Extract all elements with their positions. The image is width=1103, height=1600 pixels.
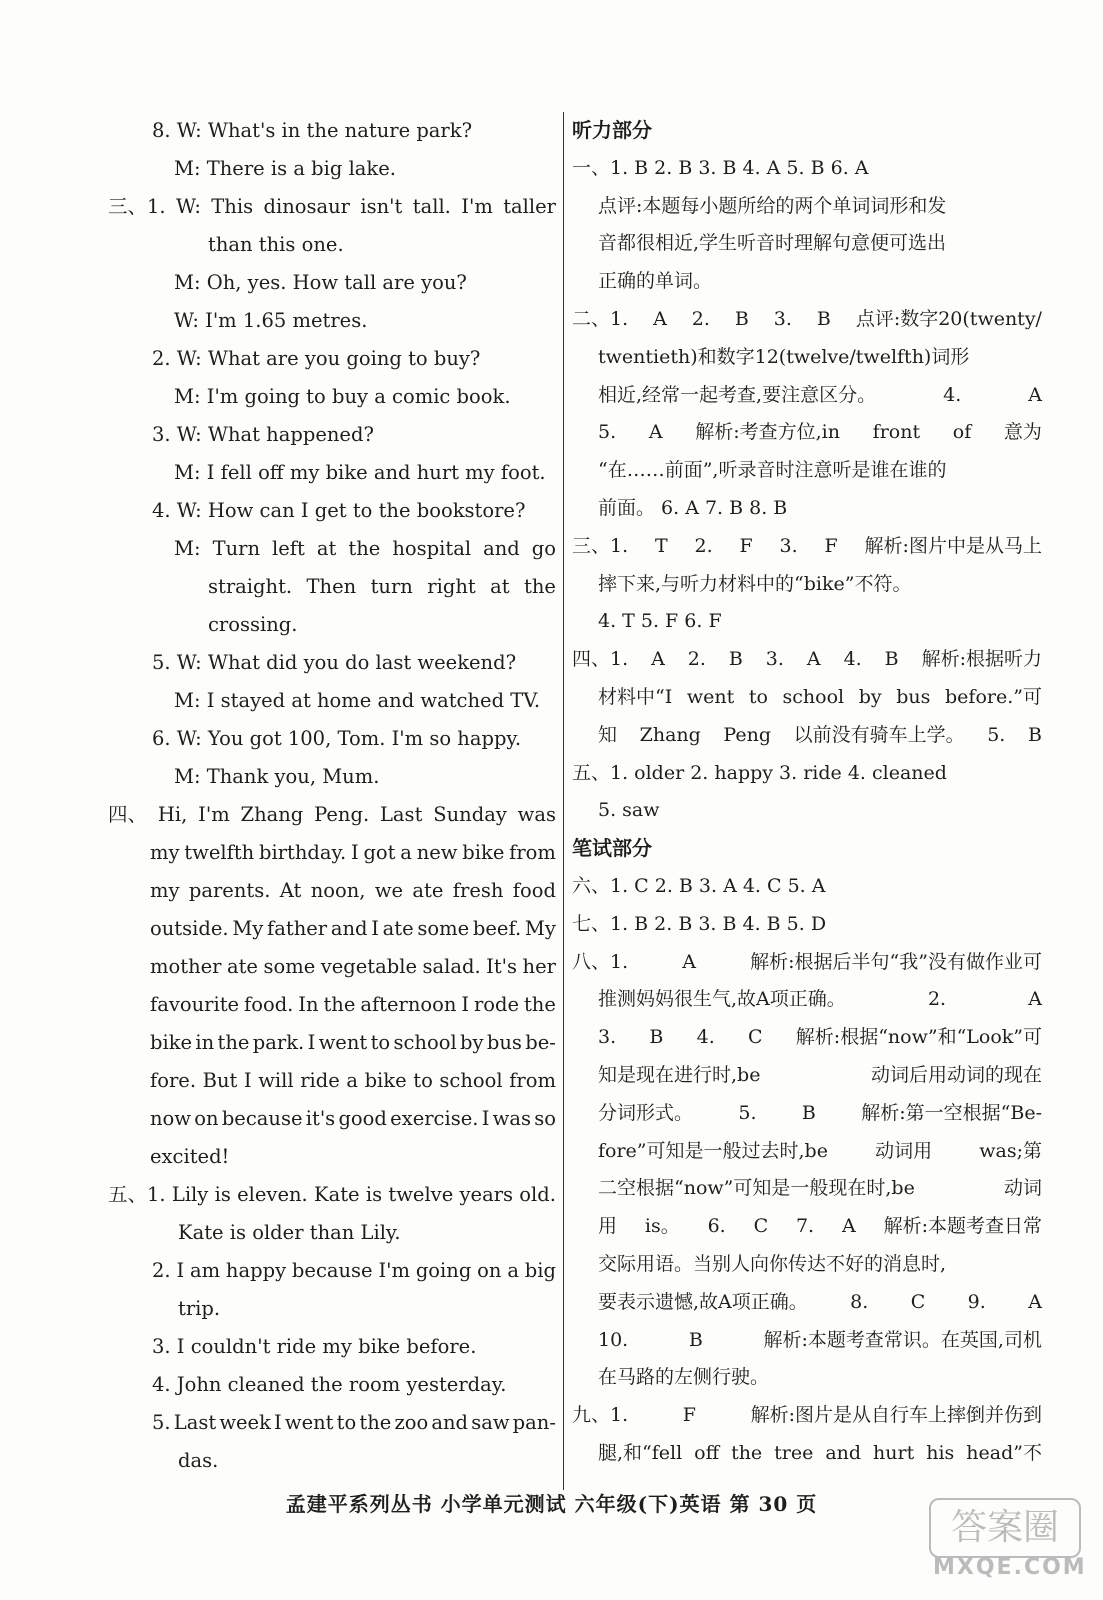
right-text-line: 知是现在进行时,be 动词后用动词的现在 (598, 1063, 1042, 1086)
left-text-line: M: I'm going to buy a comic book. (174, 385, 511, 408)
left-text-line: 五、1. Lily is eleven. Kate is twelve years old. (108, 1183, 556, 1206)
right-text-line: 音都很相近,学生听音时理解句意便可选出 (598, 232, 947, 255)
right-text-line: 相近,经常一起考查,要注意区分。 4. A (598, 383, 1042, 406)
right-text-line: 六、1. C 2. B 3. A 4. C 5. A (572, 874, 826, 897)
left-text-line: crossing. (208, 613, 298, 636)
left-text-line: straight. Then turn right at the (208, 575, 556, 598)
left-text-line: 2. W: What are you going to buy? (152, 347, 481, 370)
left-text-line: 8. W: What's in the nature park? (152, 119, 473, 142)
right-text-line: 摔下来,与听力材料中的“bike”不符。 (598, 572, 912, 595)
page-footer: 孟建平系列丛书 小学单元测试 六年级(下)英语 第 30 页 (285, 1492, 818, 1516)
left-text-line: M: Oh, yes. How tall are you? (174, 271, 467, 294)
right-text-line: 3. B 4. C 解析:根据“now”和“Look”可 (598, 1026, 1042, 1049)
right-text-line: 前面。 6. A 7. B 8. B (598, 496, 788, 519)
watermark-text: 答案圈 (929, 1498, 1081, 1558)
right-text-line: 九、1. F 解析:图片是从自行车上摔倒并伤到 (572, 1404, 1042, 1427)
right-text-line: 知 Zhang Peng 以前没有骑车上学。 5. B (598, 723, 1042, 746)
right-text-line: 五、1. older 2. happy 3. ride 4. cleaned (572, 761, 947, 784)
right-text-line: 正确的单词。 (598, 270, 713, 293)
column-divider (563, 112, 564, 1490)
left-text-line: 四、 Hi, I'm Zhang Peng. Last Sunday was (108, 803, 556, 826)
left-text-line: my twelfth birthday. I got a new bike from (150, 841, 556, 864)
left-text-line: 4. W: How can I get to the bookstore? (152, 499, 526, 522)
left-text-line: 3. I couldn't ride my bike before. (152, 1335, 477, 1358)
right-text-line: 分词形式。 5. B 解析:第一空根据“Be- (598, 1101, 1042, 1124)
left-text-line: excited! (150, 1145, 230, 1168)
left-text-line: 3. W: What happened? (152, 423, 374, 446)
left-text-line: M: I stayed at home and watched TV. (174, 689, 541, 712)
left-column (108, 112, 556, 1480)
left-text-line: 6. W: You got 100, Tom. I'm so happy. (152, 727, 522, 750)
right-text-line: 交际用语。当别人向你传达不好的消息时, (598, 1252, 947, 1275)
right-text-line: fore”可知是一般过去时,be 动词用 was;第 (598, 1139, 1042, 1162)
right-text-line: 腿,和“fell off the tree and hurt his head”不 (598, 1441, 1042, 1464)
left-text-line: now on because it's good exercise. I was so (150, 1107, 556, 1130)
left-text-line: bike in the park. I went to school by bus be- (150, 1031, 556, 1054)
left-text-line: favourite food. In the afternoon I rode the (150, 993, 556, 1016)
watermark-url: MXQE.COM (933, 1555, 1087, 1580)
left-text-line: than this one. (208, 233, 344, 256)
right-column (572, 112, 1042, 1473)
left-text-line: 4. John cleaned the room yesterday. (152, 1373, 507, 1396)
right-text-line: 一、1. B 2. B 3. B 4. A 5. B 6. A (572, 156, 869, 179)
watermark-logo (933, 1498, 1087, 1580)
right-text-line: 笔试部分 (572, 836, 652, 861)
right-text-line: 二、1. A 2. B 3. B 点评:数字20(twenty/ (572, 307, 1042, 330)
left-text-line: Kate is older than Lily. (178, 1221, 401, 1244)
left-text-line: mother ate some vegetable salad. It's her (150, 955, 556, 978)
right-text-line: 5. saw (598, 799, 660, 822)
right-text-line: 三、1. T 2. F 3. F 解析:图片中是从马上 (572, 534, 1042, 557)
left-text-line: M: Turn left at the hospital and go (174, 537, 556, 560)
right-text-line: 二空根据“now”可知是一般现在时,be 动词 (598, 1177, 1042, 1200)
right-text-line: 听力部分 (572, 118, 652, 142)
right-text-line: 八、1. A 解析:根据后半句“我”没有做作业可 (572, 950, 1042, 973)
left-text-line: M: I fell off my bike and hurt my foot. (174, 461, 546, 484)
right-text-line: 在马路的左侧行驶。 (598, 1366, 770, 1389)
right-text-line: 点评:本题每小题所给的两个单词词形和发 (598, 194, 947, 217)
left-text-line: W: I'm 1.65 metres. (174, 309, 368, 332)
left-text-line: fore. But I will ride a bike to school from (150, 1069, 556, 1092)
left-text-line: das. (178, 1449, 219, 1472)
left-text-line: trip. (178, 1297, 221, 1320)
left-text-line: my parents. At noon, we ate fresh food (150, 879, 556, 902)
left-text-line: 2. I am happy because I'm going on a big (152, 1259, 556, 1282)
right-text-line: 七、1. B 2. B 3. B 4. B 5. D (572, 912, 827, 935)
right-text-line: 推测妈妈很生气,故A项正确。 2. A (598, 988, 1042, 1011)
left-text-line: 三、1. W: This dinosaur isn't tall. I'm taller (108, 195, 556, 218)
left-text-line: M: Thank you, Mum. (174, 765, 380, 788)
right-text-line: 要表示遗憾,故A项正确。 8. C 9. A (598, 1290, 1042, 1313)
right-text-line: 用 is。 6. C 7. A 解析:本题考查日常 (598, 1215, 1042, 1238)
left-text-line: 5. Last week I went to the zoo and saw pan- (152, 1411, 556, 1434)
right-text-line: 四、1. A 2. B 3. A 4. B 解析:根据听力 (572, 648, 1042, 671)
right-text-line: twentieth)和数字12(twelve/twelfth)词形 (598, 345, 970, 368)
right-text-line: “在……前面”,听录音时注意听是谁在谁的 (598, 459, 947, 482)
right-text-line: 材料中“I went to school by bus before.”可 (598, 685, 1042, 708)
left-text-line: 5. W: What did you do last weekend? (152, 651, 517, 674)
right-text-line: 10. B 解析:本题考查常识。在英国,司机 (598, 1328, 1042, 1351)
left-text-line: outside. My father and I ate some beef. My (150, 917, 556, 940)
right-text-line: 5. A 解析:考查方位,in front of 意为 (598, 421, 1042, 444)
left-text-line: M: There is a big lake. (174, 157, 396, 180)
right-text-line: 4. T 5. F 6. F (598, 610, 722, 633)
